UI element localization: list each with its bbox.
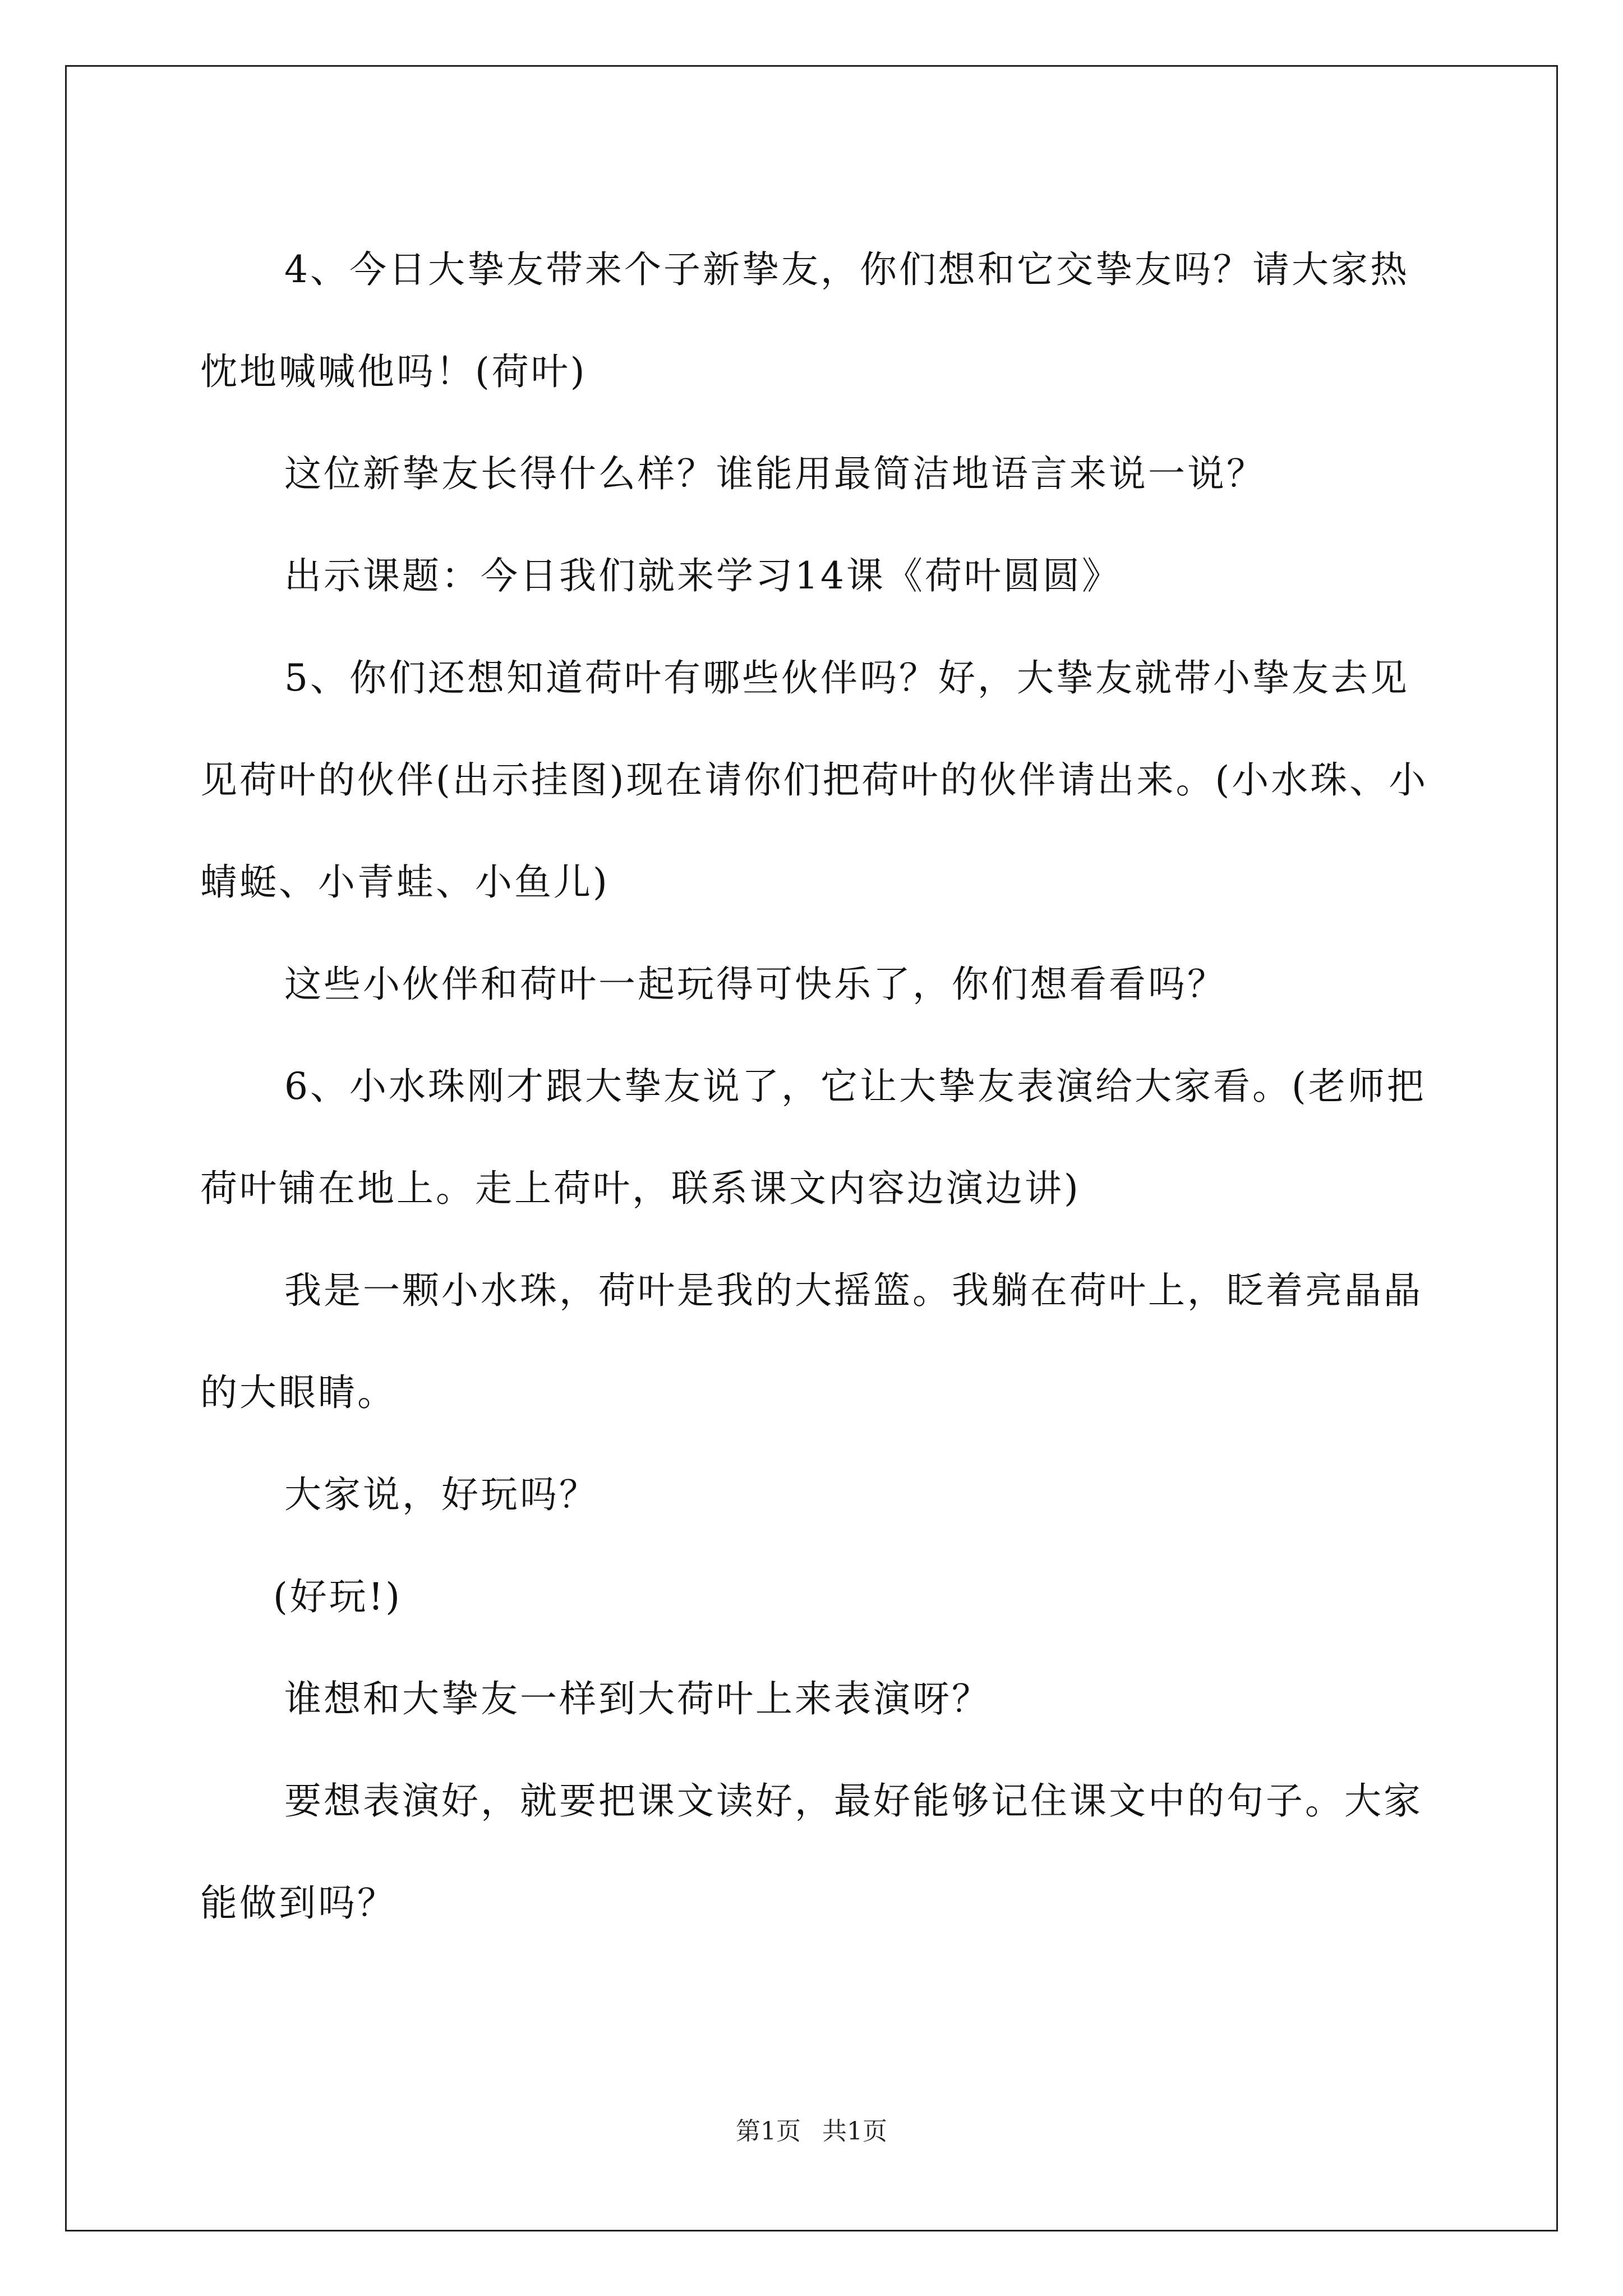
paragraph-6: 6、小水珠刚才跟大挚友说了，它让大挚友表演给大家看。(老师把荷叶铺在地上。走上荷叶，联系课文内容边演边讲)	[200, 1065, 1426, 1210]
page-number: 第1页	[736, 2117, 801, 2146]
paragraph-1: 4、今日大挚友带来个子新挚友，你们想和它交挚友吗？请大家热忱地喊喊他吗！(荷叶)	[200, 248, 1409, 393]
paragraph-2: 这位新挚友长得什么样？谁能用最简洁地语言来说一说？	[284, 452, 1266, 495]
paragraph-11: 要想表演好，就要把课文读好，最好能够记住课文中的句子。大家能做到吗？	[200, 1779, 1423, 1925]
paragraph-8: 大家说，好玩吗？	[284, 1473, 598, 1516]
page-total: 共1页	[822, 2117, 887, 2146]
paragraph-4: 5、你们还想知道荷叶有哪些伙伴吗？好，大挚友就带小挚友去见见荷叶的伙伴(出示挂图)现在请你们把荷叶的伙伴请出来。(小水珠、小蜻蜓、小青蛙、小鱼儿)	[200, 656, 1428, 904]
paragraph-7: 我是一颗小水珠，荷叶是我的大摇篮。我躺在荷叶上，眨着亮晶晶的大眼睛。	[200, 1269, 1423, 1414]
page-footer	[0, 2115, 1623, 2148]
paragraph-3: 出示课题：今日我们就来学习14课《荷叶圆圆》	[284, 554, 1121, 597]
paragraph-9: (好玩!)	[273, 1575, 403, 1618]
document-body	[200, 219, 1434, 1954]
paragraph-10: 谁想和大挚友一样到大荷叶上来表演呀？	[284, 1677, 991, 1720]
paragraph-5: 这些小伙伴和荷叶一起玩得可快乐了，你们想看看吗？	[284, 963, 1227, 1006]
